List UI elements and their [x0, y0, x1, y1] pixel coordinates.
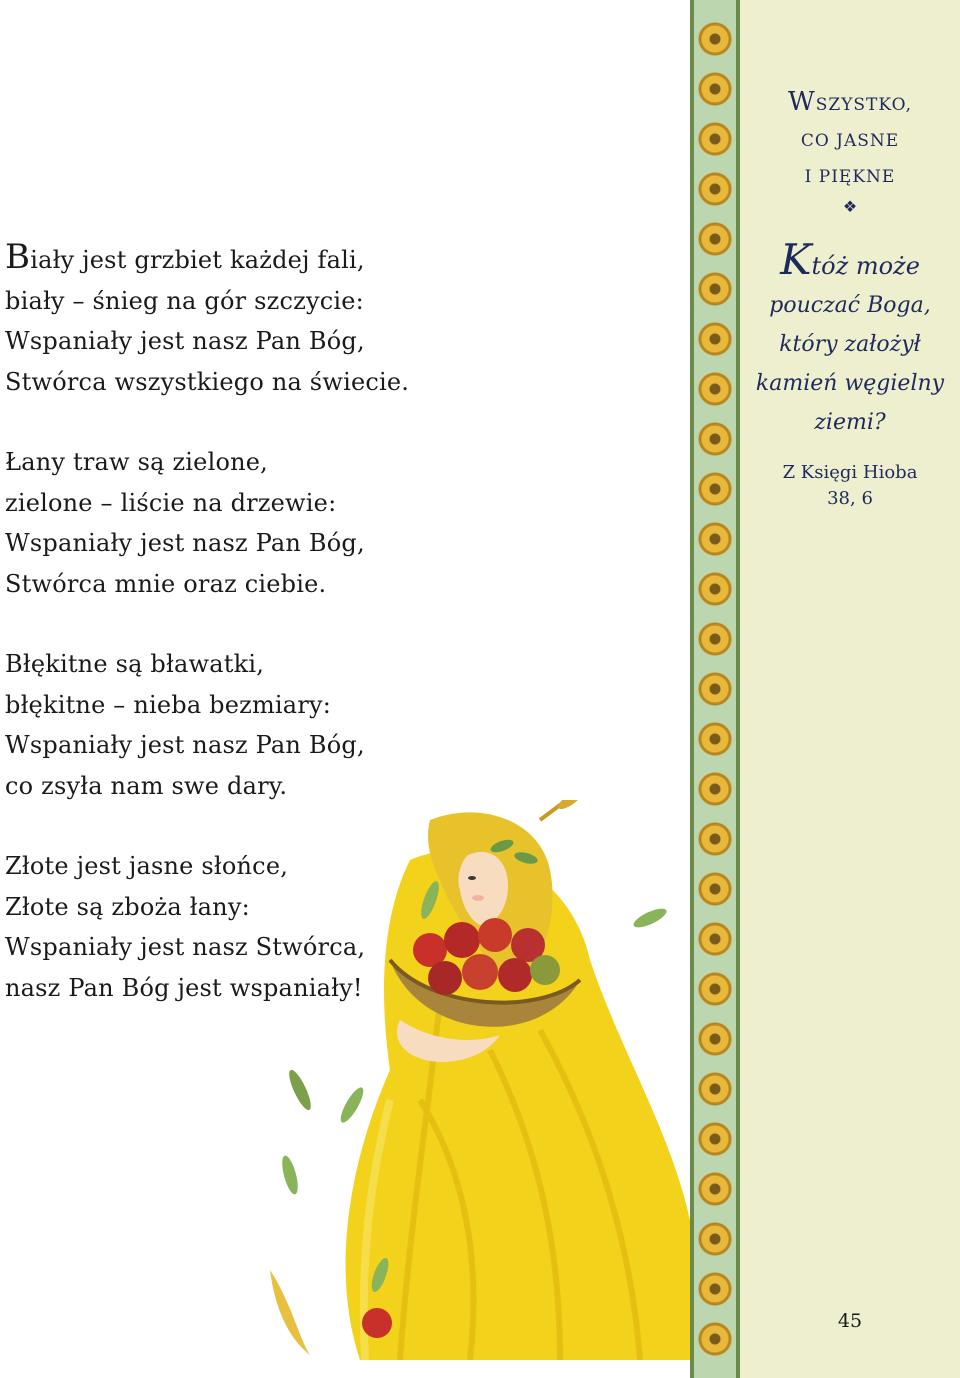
stanza-3	[5, 644, 425, 806]
illustration-figure-with-apple-basket	[240, 800, 700, 1360]
decorative-border	[690, 0, 740, 1378]
flower-rosette-icon	[696, 520, 734, 558]
falling-leaf	[631, 905, 669, 931]
poem-line: zielone – liście na drzewie:	[5, 488, 337, 517]
flower-rosette-icon	[696, 870, 734, 908]
quote-line: ziemi?	[814, 410, 886, 435]
poem-line: Łany traw są zielone,	[5, 448, 268, 476]
quote-line: kamień węgielny	[755, 371, 945, 396]
flower-rosette-icon	[696, 220, 734, 258]
flower-rosette-icon	[696, 1120, 734, 1158]
quote-line: Któż może	[780, 235, 920, 284]
poem-line: Wspaniały jest nasz Pan Bóg,	[5, 731, 365, 759]
poem-line: Wspaniały jest nasz Stwórca,	[5, 933, 366, 961]
flower-rosette-icon	[696, 1220, 734, 1258]
scripture-quote	[740, 235, 960, 442]
flower-rosette-icon	[696, 820, 734, 858]
poem-line: nasz Pan Bóg jest wspaniały!	[5, 973, 363, 1002]
flower-rosette-icon	[696, 420, 734, 458]
poem-line: Stwórca wszystkiego na świecie.	[5, 367, 410, 396]
flower-rosette-icon	[696, 320, 734, 358]
sidebar-title	[740, 84, 960, 195]
drop-cap: B	[5, 237, 31, 277]
flower-rosette-icon	[696, 1320, 734, 1358]
falling-leaf	[337, 1085, 367, 1126]
page-number: 45	[837, 1310, 863, 1332]
flower-rosette-icon	[696, 970, 734, 1008]
poem-line: błękitne – nieba bezmiary:	[5, 690, 332, 719]
flower-rosette-icon	[696, 620, 734, 658]
flower-rosette-icon	[696, 770, 734, 808]
flower-rosette-icon	[696, 270, 734, 308]
falling-leaf-golden	[270, 1270, 310, 1355]
flower-rosette-icon	[696, 1270, 734, 1308]
flower-rosette-icon	[696, 70, 734, 108]
poem-line: Stwórca mnie oraz ciebie.	[5, 569, 327, 598]
falling-apple	[362, 1308, 392, 1338]
poem-line: Wspaniały jest nasz Pan Bóg,	[5, 327, 365, 355]
flower-rosette-icon	[696, 1170, 734, 1208]
title-line-1: WSZYSTKO,	[788, 87, 912, 117]
flower-rosette-icon	[696, 170, 734, 208]
falling-leaf	[279, 1154, 301, 1196]
poem-line: co zsyła nam swe dary.	[5, 771, 288, 800]
flower-rosette-icon	[696, 720, 734, 758]
flower-rosette-icon	[696, 370, 734, 408]
quote-line: który założył	[779, 332, 921, 357]
stanza-2	[5, 442, 425, 604]
poem-line: Złote są zboża łany:	[5, 892, 250, 921]
flower-rosette-icon	[696, 470, 734, 508]
flower-rosette-icon	[696, 120, 734, 158]
poem-line: Biały jest grzbiet każdej fali,	[5, 237, 365, 277]
flower-rosette-icon	[696, 1020, 734, 1058]
citation: Z Księgi Hioba 38, 6	[782, 462, 918, 509]
title-line-3: I PIĘKNE	[804, 167, 896, 187]
quote-line: pouczać Boga,	[769, 293, 931, 318]
flower-rosette-icon	[696, 670, 734, 708]
poem-line: Wspaniały jest nasz Pan Bóg,	[5, 529, 365, 557]
stanza-1	[5, 237, 425, 402]
title-line-2: CO JASNE	[800, 131, 900, 151]
poem-line: Błękitne są bławatki,	[5, 650, 265, 678]
flower-rosette-icon	[696, 570, 734, 608]
poem-line: biały – śnieg na gór szczycie:	[5, 286, 364, 315]
flower-rosette-icon	[696, 920, 734, 958]
poem-line: Złote jest jasne słońce,	[5, 852, 289, 880]
diamond-ornament-icon: ❖	[842, 197, 858, 216]
falling-leaf	[285, 1068, 314, 1113]
sidebar	[740, 0, 960, 1378]
flower-rosette-icon	[696, 20, 734, 58]
flower-rosette-icon	[696, 1070, 734, 1108]
